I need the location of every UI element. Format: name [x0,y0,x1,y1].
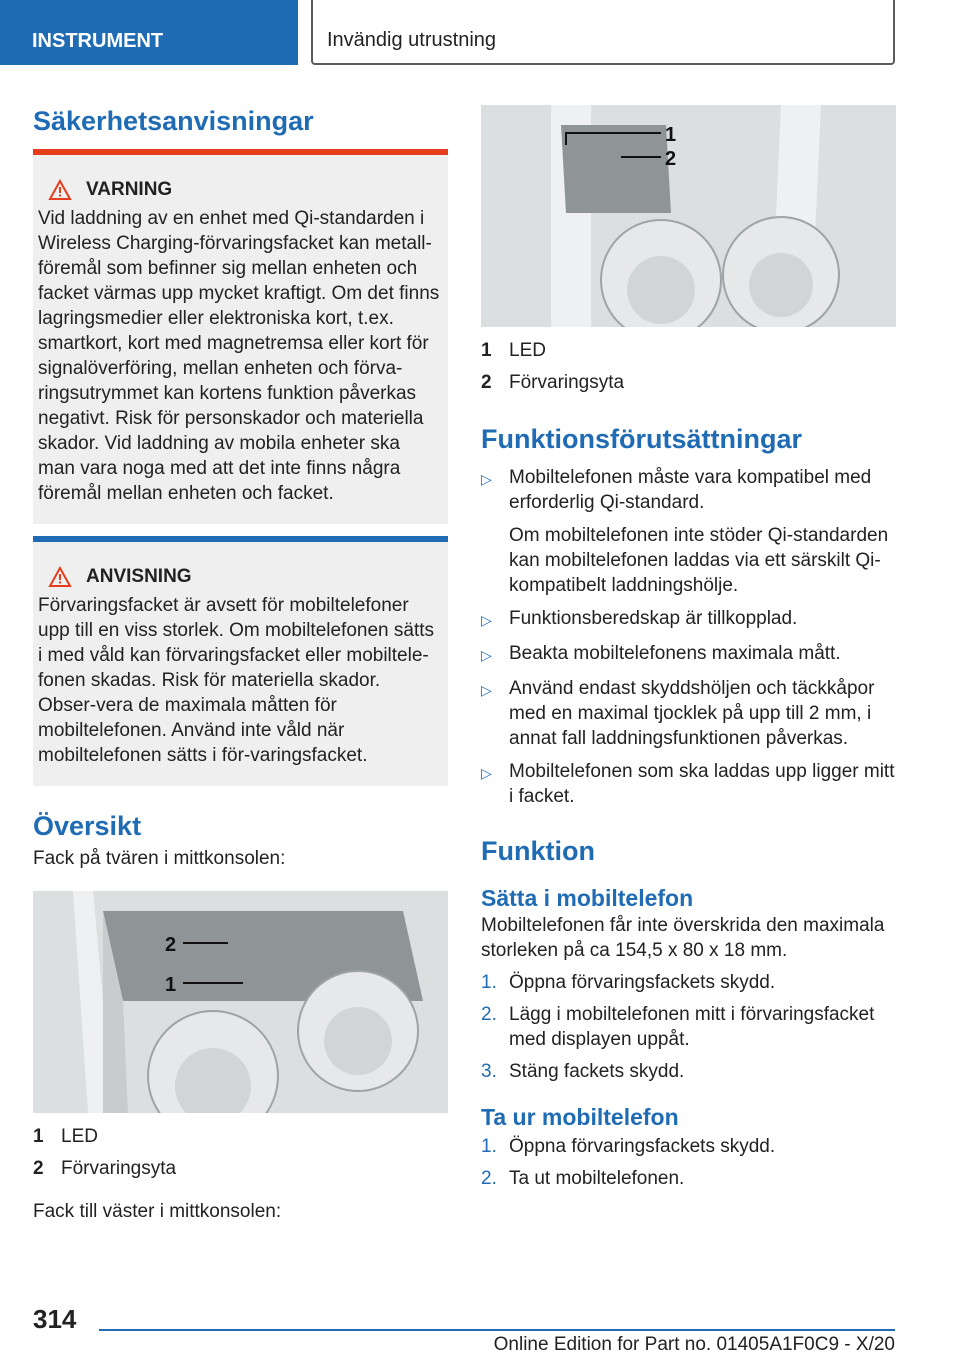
insert-intro: Mobiltelefonen får inte överskrida den maximala storleken på ca 154,5 x 80 x 18 mm. [481,915,885,961]
callout-1: 1 [165,974,177,996]
remove-steps [481,1134,896,1191]
requirements-list [481,465,896,809]
page-number: 314 [33,1304,77,1334]
remove-heading: Ta ur mobiltelefon [481,1104,679,1130]
overview-heading: Översikt [33,811,142,841]
footer-divider [99,1329,895,1331]
requirement-extra: Om mobiltelefonen inte stöder Qi-standarden kan mobiltelefonen laddas via ett särskilt Qi-kompatibelt laddningshölje. [509,525,889,596]
callout-2: 2 [665,148,677,170]
triangle-bullet-icon: ▷ [481,471,492,487]
notice-box [33,536,448,786]
triangle-bullet-icon: ▷ [481,647,492,663]
overview-intro: Fack på tvären i mittkonsolen: [33,848,286,869]
step-number: 1. [481,1136,497,1157]
step-text: Öppna förvaringsfackets skydd. [509,1136,776,1157]
requirement-text: Mobiltelefonen måste vara kompatibel med erforderlig Qi-standard. [509,467,872,513]
step-number: 2. [481,1168,497,1189]
legend-item [33,1121,448,1153]
legend-label: LED [509,340,546,361]
right-column [481,105,896,1191]
section-tab [311,0,895,65]
list-item [481,970,896,995]
list-item [481,1134,896,1159]
console-transverse-figure [33,891,448,1113]
insert-steps [481,970,896,1084]
list-item [481,1059,896,1084]
warning-box [33,149,448,524]
notice-title [38,542,440,593]
step-number: 3. [481,1061,497,1082]
notice-body: Förvaringsfacket är avsett för mobiltelefoner upp till en viss storlek. Om mobiltelefonen sätts i med våld kan förvaringsfacket eller mobiltele-fonen skadas. Risk för materiella skador. Obser-vera de maximala måtten för mobiltelefonen. Använd inte våld när mobiltelefonen sätts i för-varingsfacket. [38,595,435,766]
warning-triangle-icon [48,566,72,588]
warning-title [38,155,440,206]
callout-2: 2 [165,934,177,956]
console-left-illustration [481,105,896,327]
requirement-text: Funktionsberedskap är tillkopplad. [509,608,798,629]
list-item [481,606,896,633]
chapter-tab [0,0,298,65]
legend-num: 1 [33,1126,44,1147]
section-label: Invändig utrustning [327,29,497,51]
requirement-text: Mobiltelefonen som ska laddas upp ligger mitt i facket. [509,761,895,807]
step-text: Lägg i mobiltelefonen mitt i förvaringsfacket med displayen uppåt. [509,1004,875,1050]
list-item [481,1002,896,1052]
notice-title-text: ANVISNING [86,566,192,587]
warning-title-text: VARNING [86,179,173,200]
step-text: Stäng fackets skydd. [509,1061,685,1082]
requirements-heading: Funktionsförutsättningar [481,424,802,454]
footer-edition: Online Edition for Part no. 01405A1F0C9 - X/20 [493,1334,895,1355]
warning-icon [48,179,72,201]
console-left-figure [481,105,896,327]
legend-item [481,367,896,399]
list-item [481,676,896,751]
list-item [481,759,896,809]
legend-item [33,1153,448,1185]
legend-label: Förvaringsyta [509,372,625,393]
step-number: 2. [481,1004,497,1025]
function-heading: Funktion [481,836,595,866]
legend-label: LED [61,1126,98,1147]
warning-body: Vid laddning av en enhet med Qi-standarden i Wireless Charging-förvaringsfacket kan metall-föremål som befinner sig mellan enheten och facket värmas upp mycket kraftigt. Om det finns lagringsmedier eller elektroniska kort, t.ex. smartkort, kort med magnetremsa eller kort för signalöverföring, mellan enheten och förva-ringsutrymmet kan kortens funktion påverkas negativt. Risk för personskador och materiella skador. Vid laddning av mobila enheter ska man vara noga med att det inte finns några föremål mellan enheten och facket. [38,208,440,504]
list-item [481,1166,896,1191]
legend-num: 2 [33,1158,44,1179]
step-text: Ta ut mobiltelefonen. [509,1168,685,1189]
step-number: 1. [481,972,497,993]
chapter-label: INSTRUMENT [32,30,164,52]
legend-item [481,335,896,367]
left-outro: Fack till väster i mittkonsolen: [33,1201,282,1222]
list-item [481,641,896,668]
triangle-bullet-icon: ▷ [481,612,492,628]
legend-label: Förvaringsyta [61,1158,177,1179]
left-legend [33,1121,448,1185]
console-illustration [33,891,448,1113]
callout-1: 1 [665,124,677,146]
right-legend [481,335,896,399]
requirement-text: Beakta mobiltelefonens maximala mått. [509,643,841,664]
insert-heading: Sätta i mobiltelefon [481,885,694,911]
legend-num: 2 [481,372,492,393]
requirement-text: Använd endast skyddshöljen och täckkåpor med en maximal tjocklek på upp till 2 mm, i annat fall laddningsfunktionen påverkas. [509,678,875,749]
triangle-bullet-icon: ▷ [481,682,492,698]
triangle-bullet-icon: ▷ [481,765,492,781]
list-item [481,465,896,598]
safety-heading: Säkerhetsanvisningar [33,106,314,136]
step-text: Öppna förvaringsfackets skydd. [509,972,776,993]
legend-num: 1 [481,340,492,361]
left-column [33,100,448,1224]
